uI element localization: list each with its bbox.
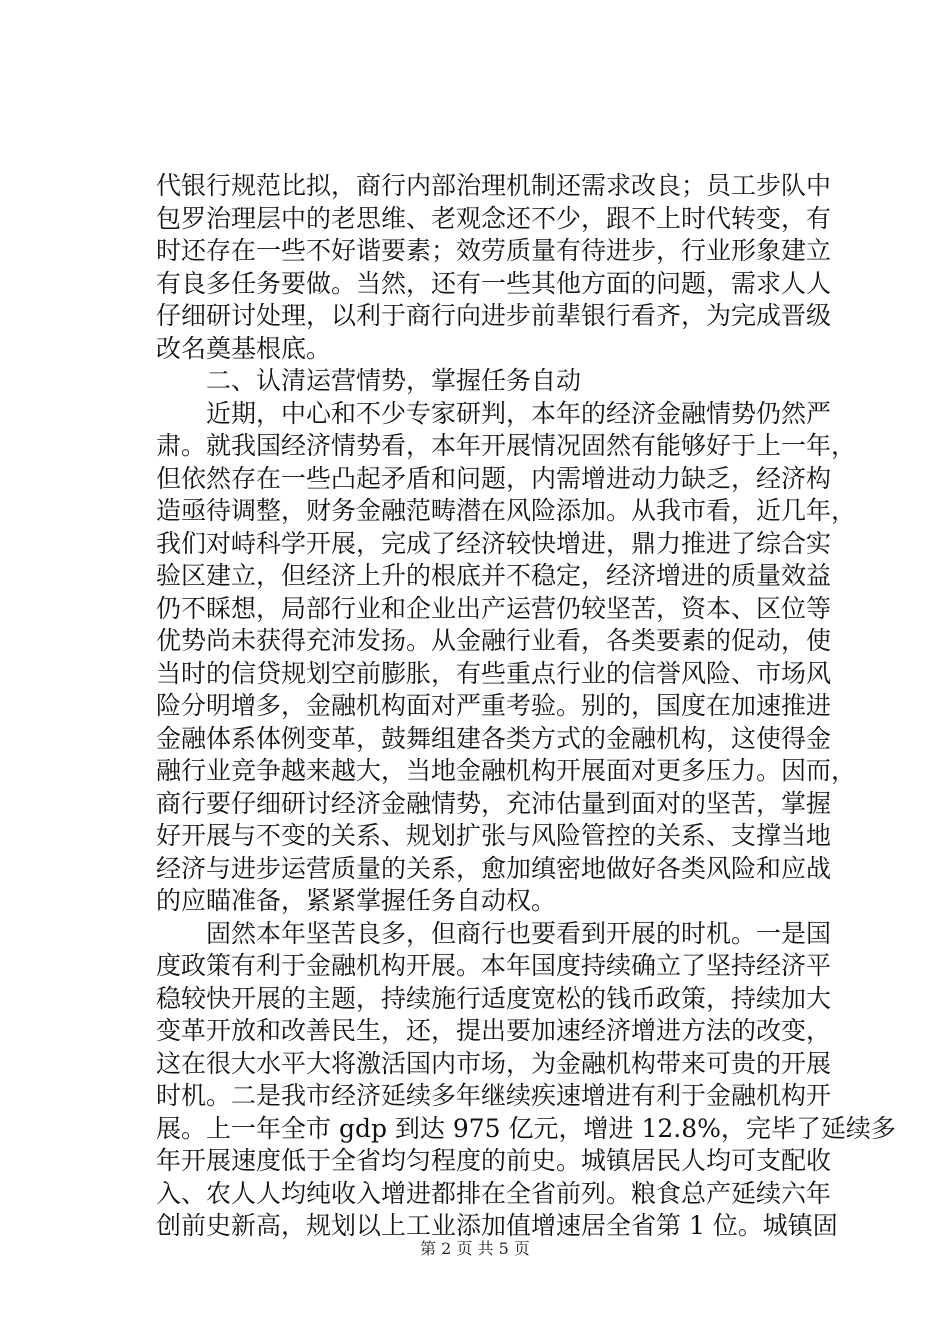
- text-line: 时机。二是我市经济延续多年继续疾速增进有利于金融机构开: [156, 1081, 832, 1110]
- text-line: 年开展速度低于全省均匀程度的前史。城镇居民人均可支配收: [156, 1146, 832, 1175]
- text-line: 入、农人人均纯收入增进都排在全省前列。粮食总产延续六年: [156, 1178, 832, 1208]
- text-line: 我们对峙科学开展，完成了经济较快增进，鼎力推进了综合实: [156, 528, 832, 558]
- text-line: 金融体系体例变革，鼓舞组建各类方式的金融机构，这使得金: [156, 723, 832, 753]
- document-body: [156, 170, 896, 1243]
- text-line: 验区建立，但经济上升的根底并不稳定，经济增进的质量效益: [156, 561, 832, 590]
- text-line: 优势尚未获得充沛发扬。从金融行业看，各类要素的促动，使: [156, 626, 832, 655]
- text-line: 二、认清运营情势，掌握任务自动: [156, 366, 582, 395]
- text-line: 时还存在一些不好谐要素；效劳质量有待进步，行业形象建立: [156, 236, 832, 265]
- text-line: 仍不睬想，局部行业和企业出产运营仍较坚苦，资本、区位等: [156, 593, 832, 623]
- text-line: 创前史新高，规划以上工业添加值增速居全省第 1 位。城镇固: [156, 1211, 838, 1240]
- text-line: 代银行规范比拟，商行内部治理机制还需求改良；员工步队中: [156, 171, 832, 200]
- text-line: 有良多任务要做。当然，还有一些其他方面的问题，需求人人: [156, 268, 832, 298]
- text-line: 但依然存在一些凸起矛盾和问题，内需增进动力缺乏，经济构: [156, 463, 832, 493]
- text-line: 的应瞄准备，紧紧掌握任务自动权。: [156, 886, 557, 915]
- text-line: 险分明增多，金融机构面对严重考验。别的，国度在加速推进: [156, 691, 832, 720]
- text-line: 度政策有利于金融机构开展。本年国度持续确立了坚持经济平: [156, 951, 832, 980]
- text-line: 商行要仔细研讨经济金融情势，充沛估量到面对的坚苦，掌握: [156, 788, 832, 818]
- text-line: 变革开放和改善民生，还，提出要加速经济增进方法的改变，: [156, 1016, 832, 1045]
- text-line: 包罗治理层中的老思维、老观念还不少，跟不上时代转变，有: [156, 203, 832, 233]
- text-line: 固然本年坚苦良多，但商行也要看到开展的时机。一是国: [156, 918, 832, 948]
- text-line: 这在很大水平大将激活国内市场，为金融机构带来可贵的开展: [156, 1048, 832, 1078]
- text-line: 肃。就我国经济情势看，本年开展情况固然有能够好于上一年，: [156, 431, 857, 460]
- text-line: 融行业竞争越来越大，当地金融机构开展面对更多压力。因而，: [156, 756, 857, 785]
- text-line: 好开展与不变的关系、规划扩张与风险管控的关系、支撑当地: [156, 821, 832, 850]
- text-line: 改名奠基根底。: [156, 333, 332, 363]
- text-line: 展。上一年全市 gdp 到达 975 亿元，增进 12.8%，完毕了延续多: [156, 1113, 896, 1143]
- text-line: 造亟待调整，财务金融范畴潜在风险添加。从我市看，近几年，: [156, 496, 857, 525]
- text-line: 当时的信贷规划空前膨胀，有些重点行业的信誉风险、市场风: [156, 658, 832, 688]
- text-line: 经济与进步运营质量的关系，愈加缜密地做好各类风险和应战: [156, 853, 832, 883]
- text-line: 稳较快开展的主题，持续施行适度宽松的钱币政策，持续加大: [156, 983, 832, 1013]
- text-line: 近期，中心和不少专家研判，本年的经济金融情势仍然严: [156, 398, 832, 428]
- page-footer: 第 2 页 共 5 页: [420, 1239, 530, 1258]
- text-line: 仔细研讨处理，以利于商行向进步前辈银行看齐，为完成晋级: [156, 301, 832, 330]
